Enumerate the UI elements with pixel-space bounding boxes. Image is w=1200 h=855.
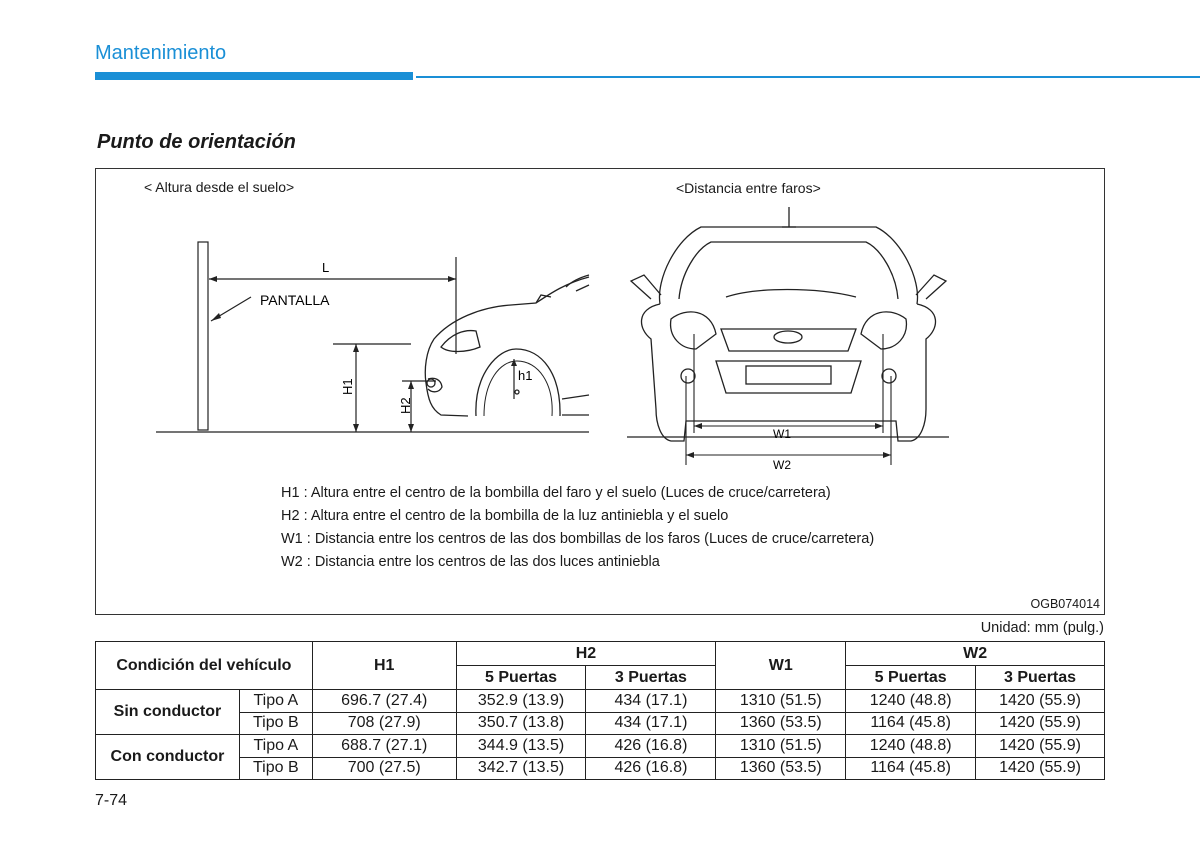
cell-tipo: Tipo B — [239, 712, 312, 735]
label-w1: W1 — [773, 427, 791, 441]
header-condition: Condición del vehículo — [96, 642, 313, 690]
header-h2: H2 — [456, 642, 716, 666]
cell-h2-3p: 426 (16.8) — [586, 757, 716, 780]
cell-h2-3p: 426 (16.8) — [586, 735, 716, 758]
cell-w2-5p: 1164 (45.8) — [846, 712, 976, 735]
header-rule-thick — [95, 72, 413, 80]
front-dimensions — [686, 334, 891, 465]
group-con-conductor: Con conductor — [96, 735, 240, 780]
cell-w2-3p: 1420 (55.9) — [976, 712, 1105, 735]
page-number: 7-74 — [95, 792, 128, 809]
cell-h2-5p: 350.7 (13.8) — [456, 712, 586, 735]
car-side — [425, 275, 589, 416]
cell-w2-5p: 1240 (48.8) — [846, 690, 976, 713]
label-w2: W2 — [773, 458, 791, 469]
fog-lamp-right — [882, 369, 896, 383]
cell-w2-5p: 1240 (48.8) — [846, 735, 976, 758]
windshield — [679, 242, 898, 299]
side-arrows — [209, 276, 517, 432]
logo — [774, 331, 802, 343]
cell-w1: 1310 (51.5) — [716, 735, 846, 758]
cell-w1: 1360 (53.5) — [716, 757, 846, 780]
cell-w2-3p: 1420 (55.9) — [976, 735, 1105, 758]
plate-area — [746, 366, 831, 384]
orientation-figure — [95, 168, 1105, 615]
fog-lamp-left — [681, 369, 695, 383]
header-h2-5p: 5 Puertas — [456, 666, 586, 690]
header-w2-3p: 3 Puertas — [976, 666, 1105, 690]
header-w2: W2 — [846, 642, 1105, 666]
car-roof — [659, 227, 917, 304]
legend-line-h1: H1 : Altura entre el centro de la bombilla del faro y el suelo (Luces de cruce/carretera) — [281, 485, 831, 501]
label-small-h1: h1 — [518, 368, 533, 383]
front-view — [627, 207, 949, 441]
label-l: L — [322, 260, 330, 275]
headlight-aim-diagram — [96, 169, 1104, 469]
header-h1: H1 — [312, 642, 456, 690]
legend-line-h2: H2 : Altura entre el centro de la bombilla de la luz antiniebla y el suelo — [281, 508, 729, 524]
cell-tipo: Tipo B — [239, 757, 312, 780]
mirror-left — [631, 275, 661, 299]
page-heading: Punto de orientación — [97, 131, 296, 153]
label-h1: H1 — [340, 378, 355, 395]
screen-wall — [198, 242, 208, 430]
cell-w2-3p: 1420 (55.9) — [976, 757, 1105, 780]
label-pantalla: PANTALLA — [260, 292, 330, 308]
section-title: Mantenimiento — [95, 42, 227, 64]
table-row — [96, 690, 1105, 713]
right-caption: <Distancia entre faros> — [676, 180, 821, 196]
header-h2-3p: 3 Puertas — [586, 666, 716, 690]
cell-h1: 688.7 (27.1) — [312, 735, 456, 758]
left-caption: < Altura desde el suelo> — [144, 179, 295, 195]
unit-label: Unidad: mm (pulg.) — [980, 620, 1104, 636]
group-sin-conductor: Sin conductor — [96, 690, 240, 735]
cell-w2-3p: 1420 (55.9) — [976, 690, 1105, 713]
legend — [281, 482, 874, 574]
header-w1: W1 — [716, 642, 846, 690]
label-h2: H2 — [398, 397, 413, 414]
upper-grille — [721, 329, 856, 351]
cell-h2-3p: 434 (17.1) — [586, 712, 716, 735]
headlamp-right — [861, 312, 906, 349]
cell-w2-5p: 1164 (45.8) — [846, 757, 976, 780]
legend-line-w1: W1 : Distancia entre los centros de las dos bombillas de los faros (Luces de cruce/carretera) — [281, 531, 875, 547]
header-w2-5p: 5 Puertas — [846, 666, 976, 690]
table-row — [96, 712, 1105, 735]
cell-h2-5p: 344.9 (13.5) — [456, 735, 586, 758]
headlamp-left — [671, 312, 716, 349]
cell-h2-3p: 434 (17.1) — [586, 690, 716, 713]
figure-code: OGB074014 — [1030, 597, 1100, 611]
side-view — [156, 242, 589, 432]
header-rule-thin — [416, 76, 1200, 78]
cell-h1: 696.7 (27.4) — [312, 690, 456, 713]
cell-h1: 708 (27.9) — [312, 712, 456, 735]
cell-h1: 700 (27.5) — [312, 757, 456, 780]
legend-line-w2: W2 : Distancia entre los centros de las dos luces antiniebla — [281, 554, 660, 570]
table-row — [96, 735, 1105, 758]
spec-table — [95, 641, 1105, 780]
cell-h2-5p: 352.9 (13.9) — [456, 690, 586, 713]
cell-h2-5p: 342.7 (13.5) — [456, 757, 586, 780]
cell-w1: 1310 (51.5) — [716, 690, 846, 713]
cell-w1: 1360 (53.5) — [716, 712, 846, 735]
mirror-right — [916, 275, 946, 299]
cell-tipo: Tipo A — [239, 735, 312, 758]
cell-tipo: Tipo A — [239, 690, 312, 713]
table-row — [96, 757, 1105, 780]
